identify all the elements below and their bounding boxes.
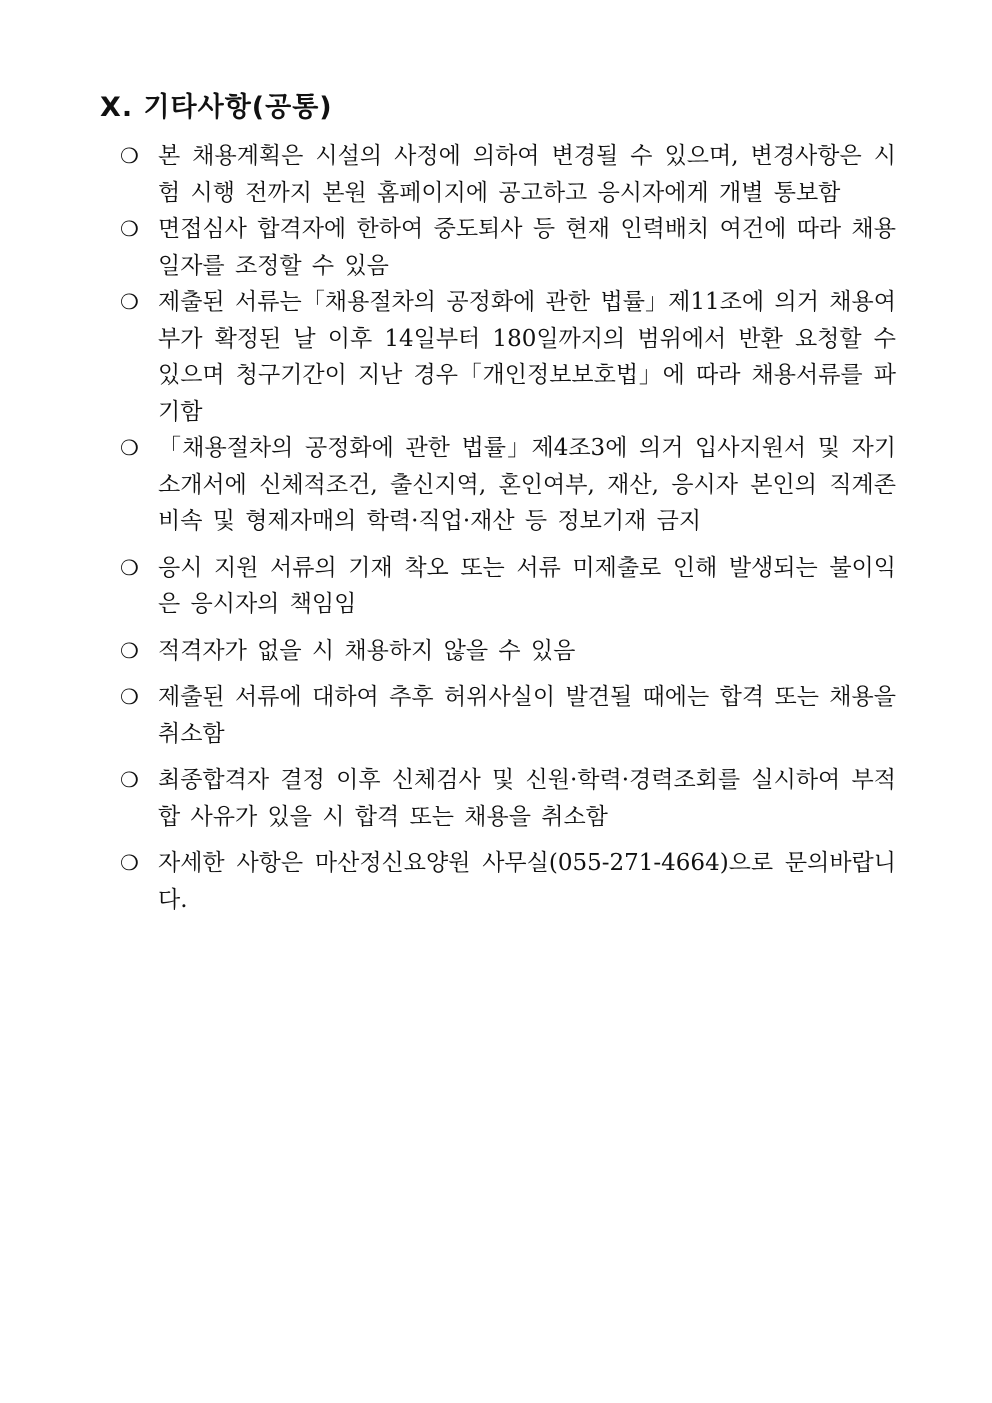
- section-title: Ⅹ. 기타사항(공통): [100, 92, 333, 123]
- circle-bullet-icon: ❍: [120, 685, 139, 709]
- circle-bullet-icon: ❍: [120, 144, 139, 168]
- list-item: [120, 138, 896, 211]
- circle-bullet-icon: ❍: [120, 851, 139, 875]
- circle-bullet-icon: ❍: [120, 768, 139, 792]
- list-item-text: 제출된 서류는「채용절차의 공정화에 관한 법률」제11조에 의거 채용여부가 확정된 날 이후 14일부터 180일까지의 범위에서 반환 요청할 수 있으며 청구기간이 지난 경우「개인정보보호법」에 따라 채용서류를 파기함: [158, 289, 896, 425]
- list-item-text: 자세한 사항은 마산정신요양원 사무실(055-271-4664)으로 문의바랍니다.: [158, 850, 896, 913]
- list-item: [120, 679, 896, 752]
- list-item-text: 「채용절차의 공정화에 관한 법률」제4조3에 의거 입사지원서 및 자기소개서에 신체적조건, 출신지역, 혼인여부, 재산, 응시자 본인의 직계존비속 및 형제자매의 학력·직업·재산 등 정보기재 금지: [158, 435, 896, 534]
- list-item-text: 최종합격자 결정 이후 신체검사 및 신원·학력·경력조회를 실시하여 부적합 사유가 있을 시 합격 또는 채용을 취소함: [158, 767, 896, 830]
- list-item: [120, 430, 896, 540]
- circle-bullet-icon: ❍: [120, 555, 139, 580]
- notice-list: [120, 138, 896, 918]
- circle-bullet-icon: ❍: [120, 436, 139, 460]
- list-item-text: 적격자가 없을 시 채용하지 않을 수 있음: [158, 637, 576, 664]
- circle-bullet-icon: ❍: [120, 638, 139, 663]
- list-item: [120, 550, 896, 623]
- list-item: [120, 284, 896, 430]
- list-item-text: 응시 지원 서류의 기재 착오 또는 서류 미제출로 인해 발생되는 불이익은 응시자의 책임임: [158, 554, 896, 617]
- circle-bullet-icon: ❍: [120, 217, 139, 241]
- list-item: [120, 845, 896, 918]
- list-item-text: 제출된 서류에 대하여 추후 허위사실이 발견될 때에는 합격 또는 채용을 취소함: [158, 684, 896, 747]
- list-item: [120, 633, 896, 670]
- list-item: [120, 211, 896, 284]
- list-item-text: 면접심사 합격자에 한하여 중도퇴사 등 현재 인력배치 여건에 따라 채용일자를 조정할 수 있음: [158, 216, 896, 279]
- circle-bullet-icon: ❍: [120, 290, 139, 314]
- list-item-text: 본 채용계획은 시설의 사정에 의하여 변경될 수 있으며, 변경사항은 시험 시행 전까지 본원 홈페이지에 공고하고 응시자에게 개별 통보함: [158, 143, 896, 206]
- list-item: [120, 762, 896, 835]
